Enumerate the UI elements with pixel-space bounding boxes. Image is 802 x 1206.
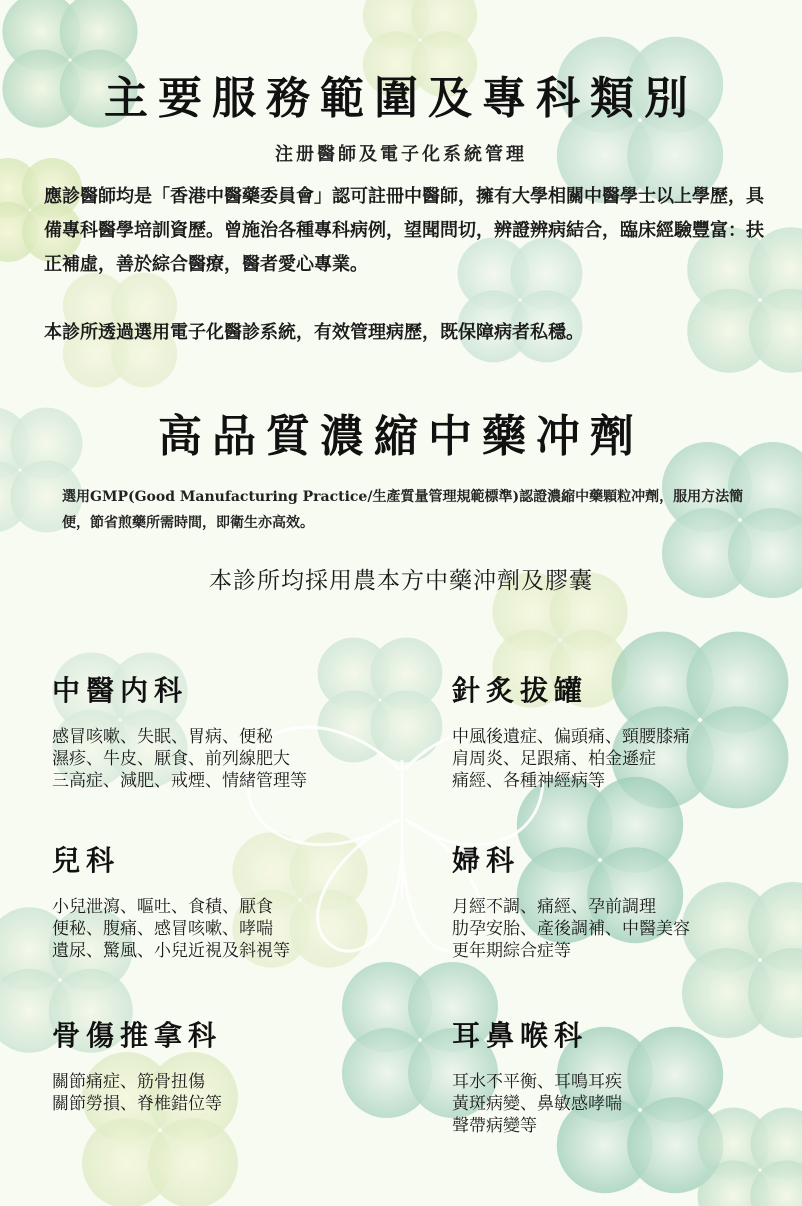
section-title: 婦科 [452,844,521,877]
section-line: 月經不調、痛經、孕前調理 [452,897,656,917]
section-line: 關節痛症、筋骨扭傷 [52,1072,205,1092]
section-line: 痛經、各種神經病等 [452,771,605,791]
section-line: 三高症、減肥、戒煙、情緒管理等 [52,771,307,791]
section-line: 感冒咳嗽、失眠、胃病、便秘 [52,727,273,747]
section-pediatrics [52,842,382,962]
section-line: 中風後遺症、偏頭痛、頸腰膝痛 [452,727,690,747]
section-title: 骨傷推拿科 [52,1019,223,1052]
section-title: 兒科 [52,844,121,877]
section-line: 肩周炎、足跟痛、柏金遜症 [452,749,656,769]
main-heading: 主要服務範圍及專科類別 [104,73,698,124]
system-paragraph: 本診所透過選用電子化醫診系統，有效管理病歷，既保障病者私穩。 [44,322,584,343]
section-orthopedics [52,1017,382,1115]
section-line: 黃斑病變、鼻敏感哮喘 [452,1094,622,1114]
section-line: 小兒泄瀉、嘔吐、食積、厭食 [52,897,273,917]
section-line: 便秘、腹痛、感冒咳嗽、哮喘 [52,919,273,939]
section-line: 關節勞損、脊椎錯位等 [52,1094,222,1114]
section-ent [452,1017,782,1137]
section-line: 肋孕安胎、產後調補、中醫美容 [452,919,690,939]
section-line: 更年期綜合症等 [452,941,571,961]
section-acupuncture [452,672,782,792]
section-title: 針炙拔罐 [452,674,589,707]
section-gynecology [452,842,782,962]
section-title: 耳鼻喉科 [452,1019,589,1052]
section-line: 濕疹、牛皮、厭食、前列線肥大 [52,749,290,769]
section-line: 遺尿、驚風、小兒近視及斜視等 [52,941,290,961]
sub-heading: 注册醫師及電子化系統管理 [275,144,527,165]
brand-line: 本診所均採用農本方中藥沖劑及膠囊 [209,568,593,594]
intro-paragraph: 應診醫師均是「香港中醫藥委員會」認可註冊中醫師，擁有大學相關中醫學士以上學歷，具備專科醫學培訓資歷。曾施治各種專科病例，望聞問切，辨證辨病結合，臨床經驗豐富：扶正補虛，善於綜合醫療，醫者愛心專業。 [44,186,764,275]
granules-heading: 高品質濃縮中藥冲劑 [158,411,644,462]
section-internal-medicine [52,672,382,792]
section-line: 聲帶病變等 [452,1116,537,1136]
section-title: 中醫内科 [52,674,189,707]
gmp-paragraph: 選用GMP(Good Manufacturing Practice/生產質量管理規範標準)認證濃縮中藥顆粒冲劑，服用方法簡便，節省煎藥所需時間，即衛生亦高效。 [62,489,744,531]
section-line: 耳水不平衡、耳鳴耳疾 [452,1072,622,1092]
